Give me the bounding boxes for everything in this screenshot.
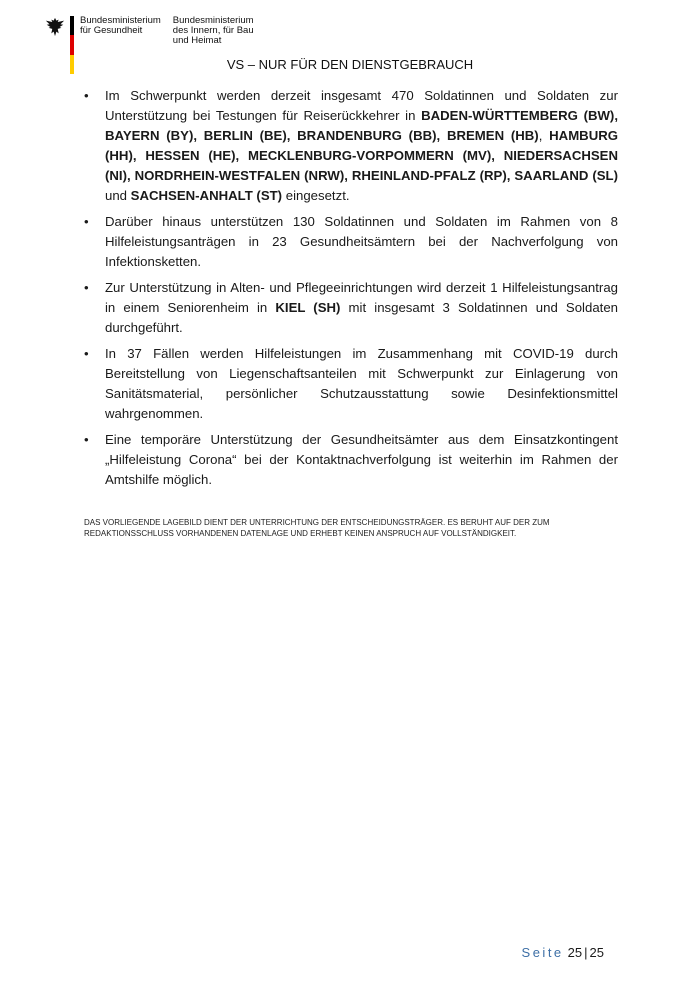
ministry-health-name: Bundesministerium für Gesundheit — [80, 15, 161, 36]
disclaimer: DAS VORLIEGENDE LAGEBILD DIENT DER UNTERRICHTUNG DER ENTSCHEIDUNGSTRÄGER. ES BERUHT AUF DER ZUM REDAKTIONSSCHLUSS VORHANDENEN DATENLAGE UND ERHEBT KEINEN ANSPRUCH AUF VOLLSTÄNDIGKEIT. — [84, 518, 550, 538]
page-separator: | — [584, 945, 588, 960]
bullet-text: mit insgesamt 3 Soldatinnen und Soldaten durchgeführt. — [105, 300, 618, 335]
federal-eagle-icon — [44, 16, 66, 38]
bullet-text: , — [538, 128, 550, 143]
page-current: 25 — [567, 945, 583, 960]
bullet-text: In 37 Fällen werden Hilfeleistungen im Zusammenhang mit COVID-19 durch Bereitstellung von Liegenschaftsanteilen mit Schwerpunkt zur Einlagerung von Sanitätsmaterial, persönlicher Schutzausstattung sowie Desinfektionsmittel wahrgenommen. — [105, 346, 618, 421]
page-label: Seite — [521, 945, 564, 960]
bullet-text: und — [105, 188, 131, 203]
ministry-interior-name: Bundesministerium des Innern, für Bau und Heimat — [172, 15, 254, 46]
bullet-item — [84, 430, 618, 490]
bullet-text: Darüber hinaus unterstützen 130 Soldatinnen und Soldaten im Rahmen von 8 Hilfeleistungsanträgen in 23 Gesundheitsämtern bei der Nachverfolgung von Infektionsketten. — [105, 214, 618, 269]
bullet-item — [84, 86, 618, 206]
page-total: 25 — [589, 945, 604, 960]
bullet-list — [84, 86, 618, 496]
classification-marking: VS – NUR FÜR DEN DIENSTGEBRAUCH — [226, 57, 474, 72]
bullet-bold-text: HAMBURG (HH), HESSEN (HE), MECKLENBURG-VORPOMMERN (MV), NIEDERSACHSEN (NI), NORDRHEIN-WESTFALEN (NRW), RHEINLAND-PFALZ (RP), SAARLAND (SL) — [105, 128, 619, 183]
bullet-item — [84, 212, 618, 272]
bullet-text: Eine temporäre Unterstützung der Gesundheitsämter aus dem Einsatzkontingent „Hilfeleistung Corona“ bei der Kontaktnachverfolgung ist weiterhin im Rahmen der Amtshilfe möglich. — [105, 432, 618, 487]
bullet-item — [84, 278, 618, 338]
bullet-text: eingesetzt. — [282, 188, 350, 203]
bullet-text: Im Schwerpunkt werden derzeit insgesamt 470 Soldatinnen und Soldaten zur Unterstützung bei Testungen für Reiserückkehrer in — [105, 88, 618, 123]
page-number — [522, 945, 604, 960]
bullet-item — [84, 344, 618, 424]
bullet-bold-text: SACHSEN-ANHALT (ST) — [130, 188, 283, 203]
bullet-bold-text: KIEL (SH) — [275, 300, 341, 315]
bullet-text: Zur Unterstützung in Alten- und Pflegeeinrichtungen wird derzeit 1 Hilfeleistungsantrag in einem Seniorenheim in — [105, 280, 618, 315]
bullet-bold-text: BADEN-WÜRTTEMBERG (BW), BAYERN (BY), BERLIN (BE), BRANDENBURG (BB), BREMEN (HB) — [105, 108, 618, 143]
